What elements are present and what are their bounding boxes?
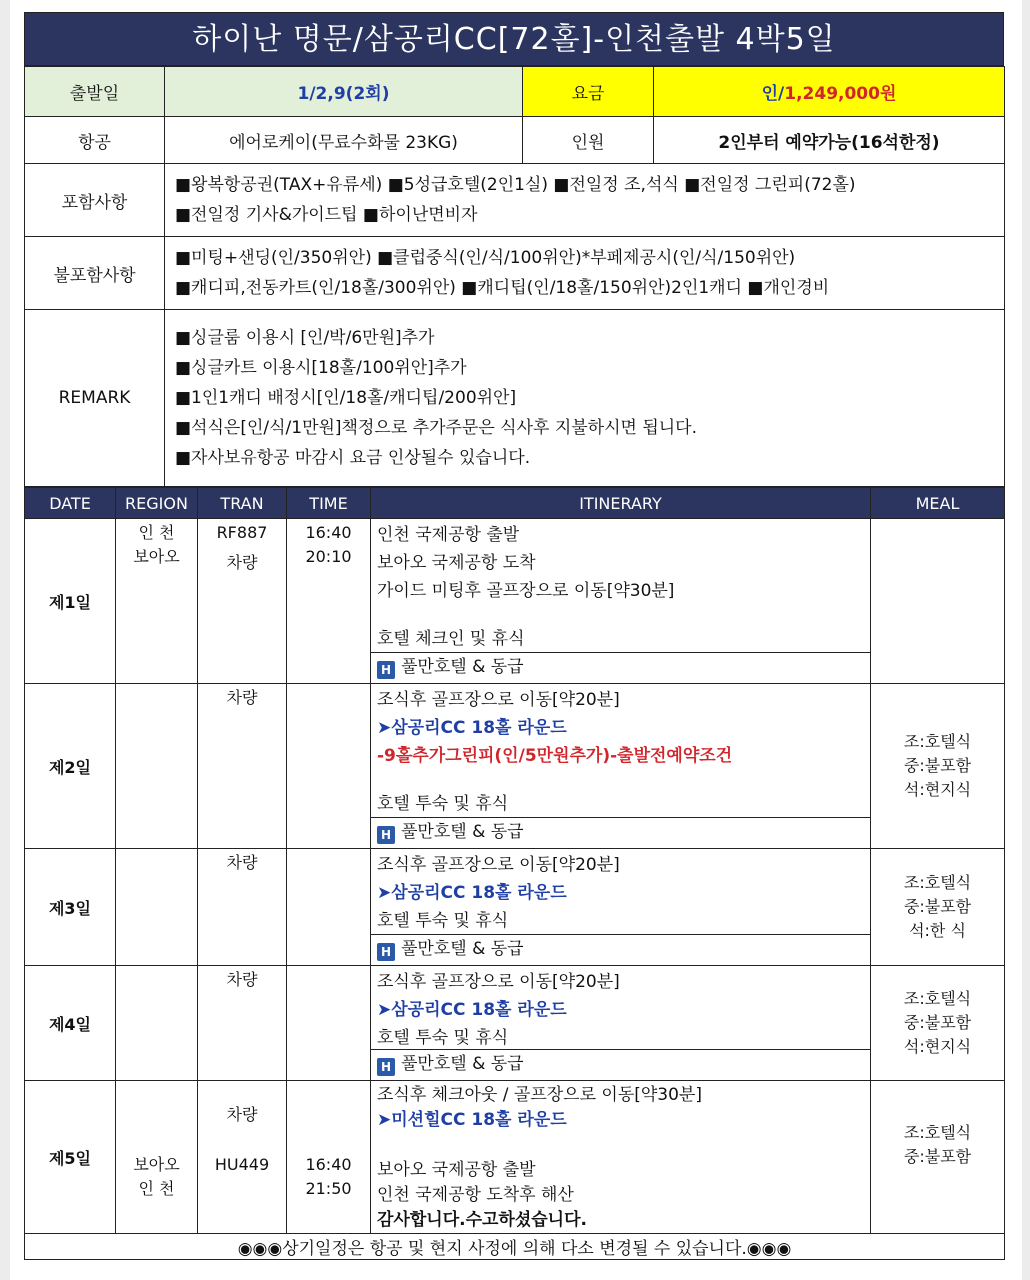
day-label: 제4일 (25, 966, 116, 1081)
day-label: 제2일 (25, 684, 116, 849)
time-text: 21:50 (305, 1179, 352, 1198)
tran-text: HU449 (214, 1155, 270, 1174)
itinerary-line: 호텔 투숙 및 휴식 (377, 911, 509, 931)
exclude-line: ■미팅+샌딩(인/350위안) ■클럽중식(인/식/100위안)*부페제공시(인/식/150위안) (175, 248, 796, 268)
meal-line: 중:불포함 (903, 756, 972, 775)
time-text: 16:40 (305, 1155, 352, 1174)
region-cell (116, 1081, 198, 1234)
meal-line: 중:불포함 (903, 897, 972, 916)
exclude-label: 불포함사항 (25, 237, 165, 310)
fee-label: 요금 (523, 67, 654, 117)
itinerary-line: 보아오 국제공항 도착 (377, 553, 536, 573)
hotel-line (371, 817, 870, 847)
region-text: 인 천 (138, 1179, 175, 1198)
meal-line: 석:현지식 (903, 780, 972, 799)
itinerary-line: 호텔 투숙 및 휴식 (377, 1028, 509, 1048)
time-cell (287, 684, 371, 849)
region-cell (116, 849, 198, 966)
tran-text: 차량 (226, 853, 258, 872)
meal-cell (871, 966, 1005, 1081)
remark-line: ■싱글룸 이용시 [인/박/6만원]추가 (175, 328, 435, 348)
exclude-line: ■캐디피,전동카트(인/18홀/300위안) ■캐디팁(인/18홀/150위안)2인1캐디 ■개인경비 (175, 278, 830, 298)
tran-text: 차량 (226, 1105, 258, 1124)
time-text: 16:40 (305, 523, 352, 542)
day-label: 제1일 (25, 519, 116, 684)
time-cell (287, 966, 371, 1081)
fee-value (654, 67, 1005, 117)
tran-text: RF887 (216, 523, 268, 542)
notice-line: -9홀추가그린피(인/5만원추가)-출발전예약조건 (377, 746, 733, 766)
hotel-name: 풀만호텔 & 동급 (401, 1054, 524, 1074)
itinerary-line: 호텔 체크인 및 휴식 (377, 629, 525, 649)
round-line: ➤삼공리CC 18홀 라운드 (377, 1000, 567, 1020)
hotel-line (371, 934, 870, 964)
info-table (24, 66, 1004, 487)
remark-label: REMARK (25, 310, 165, 487)
meal-line: 석:현지식 (903, 1037, 972, 1056)
time-cell (287, 519, 371, 684)
day-row (25, 684, 1005, 849)
tran-cell (198, 1081, 287, 1234)
hotel-name: 풀만호텔 & 동급 (401, 939, 524, 959)
itinerary-cell (371, 849, 871, 966)
closing-line: 감사합니다.수고하셨습니다. (377, 1210, 587, 1230)
day-label: 제5일 (25, 1081, 116, 1234)
itinerary-line: 인천 국제공항 도착후 해산 (377, 1185, 574, 1205)
exclude-list (165, 237, 1005, 310)
itinerary-line: 조식후 골프장으로 이동[약20분] (377, 972, 620, 992)
hotel-name: 풀만호텔 & 동급 (401, 657, 524, 677)
remark-list (165, 310, 1005, 487)
header-itinerary: ITINERARY (371, 488, 871, 519)
include-line: ■전일정 기사&가이드팁 ■하이난면비자 (175, 205, 478, 225)
time-cell (287, 849, 371, 966)
page-title: 하이난 명문/삼공리CC[72홀]-인천출발 4박5일 (24, 12, 1004, 66)
day-row (25, 1081, 1005, 1234)
header-tran: TRAN (198, 488, 287, 519)
itinerary-table (24, 487, 1004, 1260)
meal-line: 중:불포함 (903, 1147, 972, 1166)
meal-line: 조:호텔식 (903, 873, 972, 892)
itinerary-cell (371, 966, 871, 1081)
region-cell (116, 519, 198, 684)
time-text: 20:10 (305, 547, 352, 566)
itinerary-line: 조식후 골프장으로 이동[약20분] (377, 690, 620, 710)
meal-cell (871, 684, 1005, 849)
remark-line: ■석식은[인/식/1만원]책정으로 추가주문은 식사후 지불하시면 됩니다. (175, 418, 698, 438)
itinerary-line: 가이드 미팅후 골프장으로 이동[약30분] (377, 581, 675, 601)
remark-line: ■싱글카트 이용시[18홀/100위안]추가 (175, 358, 467, 378)
region-text: 보아오 (133, 1155, 180, 1174)
meal-line: 석:한 식 (909, 921, 966, 940)
day-row (25, 966, 1005, 1081)
people-value: 2인부터 예약가능(16석한정) (654, 117, 1005, 164)
region-text: 보아오 (133, 547, 180, 566)
hotel-icon: H (377, 943, 395, 961)
hotel-icon: H (377, 1058, 395, 1076)
header-region: REGION (116, 488, 198, 519)
meal-cell (871, 519, 1005, 684)
meal-cell (871, 1081, 1005, 1234)
airline-value: 에어로케이(무료수화물 23KG) (165, 117, 523, 164)
header-time: TIME (287, 488, 371, 519)
hotel-name: 풀만호텔 & 동급 (401, 822, 524, 842)
itinerary-cell (371, 684, 871, 849)
tran-cell (198, 684, 287, 849)
meal-line: 조:호텔식 (903, 989, 972, 1008)
itinerary-cell (371, 1081, 871, 1234)
hotel-icon: H (377, 826, 395, 844)
meal-line: 조:호텔식 (903, 1123, 972, 1142)
include-list (165, 164, 1005, 237)
meal-line: 중:불포함 (903, 1013, 972, 1032)
hotel-icon: H (377, 661, 395, 679)
day-label: 제3일 (25, 849, 116, 966)
header-meal: MEAL (871, 488, 1005, 519)
remark-line: ■자사보유항공 마감시 요금 인상될수 있습니다. (175, 448, 531, 468)
tran-cell (198, 849, 287, 966)
time-cell (287, 1081, 371, 1234)
people-label: 인원 (523, 117, 654, 164)
day-row (25, 849, 1005, 966)
round-line: ➤삼공리CC 18홀 라운드 (377, 883, 567, 903)
itinerary-line: 호텔 투숙 및 휴식 (377, 794, 509, 814)
region-cell (116, 684, 198, 849)
region-cell (116, 966, 198, 1081)
tran-text: 차량 (226, 970, 258, 989)
itinerary-line: 보아오 국제공항 출발 (377, 1160, 536, 1180)
tran-text: 차량 (226, 688, 258, 707)
itinerary-line: 조식후 체크아웃 / 골프장으로 이동[약30분] (377, 1085, 702, 1105)
itinerary-line: 조식후 골프장으로 이동[약20분] (377, 855, 620, 875)
tran-cell (198, 966, 287, 1081)
include-line: ■왕복항공권(TAX+유류세) ■5성급호텔(2인1실) ■전일정 조,석식 ■전일정 그린피(72홀) (175, 175, 856, 195)
tran-text: 차량 (226, 553, 258, 572)
hotel-line (371, 652, 870, 682)
tran-cell (198, 519, 287, 684)
hotel-line (371, 1049, 870, 1079)
document-sheet (10, 0, 1022, 1280)
itinerary-line: 인천 국제공항 출발 (377, 525, 520, 545)
airline-label: 항공 (25, 117, 165, 164)
fee-amount: 1,249,000원 (784, 84, 897, 104)
region-text: 인 천 (138, 523, 175, 542)
remark-line: ■1인1캐디 배정시[인/18홀/캐디팁/200위안] (175, 388, 517, 408)
itinerary-cell (371, 519, 871, 684)
day-row (25, 519, 1005, 684)
meal-line: 조:호텔식 (903, 732, 972, 751)
depart-value: 1/2,9(2회) (165, 67, 523, 117)
round-line: ➤미션힐CC 18홀 라운드 (377, 1110, 567, 1130)
fee-prefix: 인/ (761, 84, 785, 104)
footer-note: ◉◉◉상기일정은 항공 및 현지 사정에 의해 다소 변경될 수 있습니다.◉◉◉ (25, 1234, 1005, 1260)
round-line: ➤삼공리CC 18홀 라운드 (377, 718, 567, 738)
meal-cell (871, 849, 1005, 966)
include-label: 포함사항 (25, 164, 165, 237)
depart-label: 출발일 (25, 67, 165, 117)
header-date: DATE (25, 488, 116, 519)
